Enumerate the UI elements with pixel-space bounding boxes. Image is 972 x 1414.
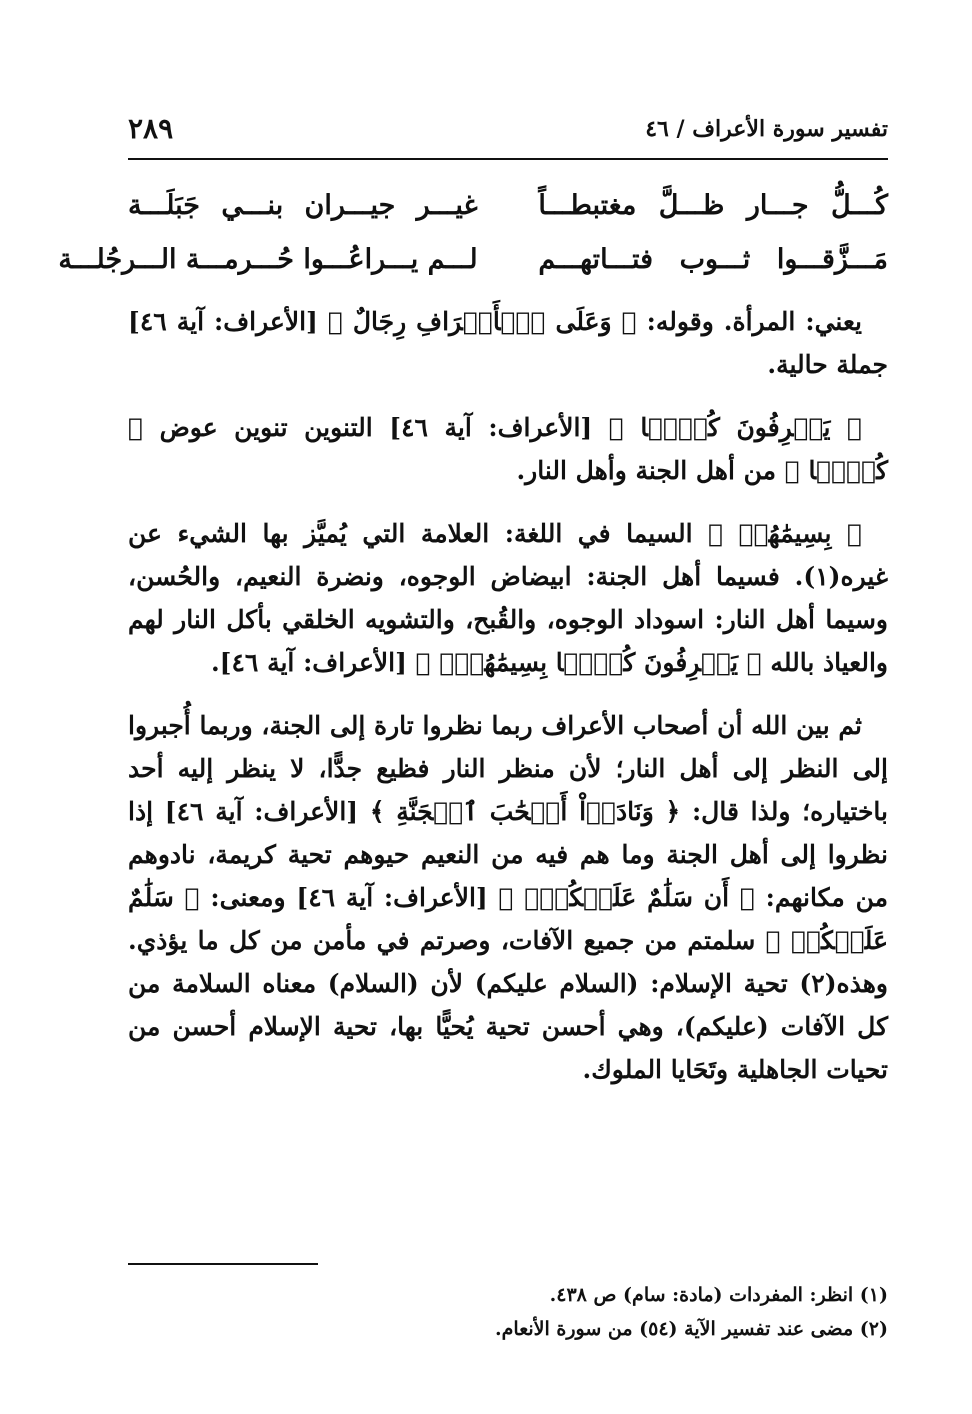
verse-line <box>58 232 888 286</box>
verse-second-hemistich: لـــم يـــراعُـــوا حُـــرمـــة الـــرجُلـــة <box>58 243 478 275</box>
footnotes <box>128 1278 888 1346</box>
paragraph: يعني: المرأة. وقوله: ﴿ وَعَلَى ٱلۡأَعۡرَافِ رِجَالٌ ﴾ [الأعراف: آية ٤٦] جملة حالية. <box>128 307 888 379</box>
paragraph: ﴿ يَعۡرِفُونَ كُلَّۢا ﴾ [الأعراف: آية ٤٦] التنوين تنوين عوض ﴿ كُلَّۢا ﴾ من أهل الجنة وأهل النار. <box>128 413 888 485</box>
running-title: تفسير سورة الأعراف / ٤٦ <box>645 116 888 142</box>
book-page <box>58 0 889 1414</box>
page-number: ٢٨٩ <box>128 112 174 145</box>
header-divider <box>128 158 888 160</box>
verse-first-hemistich: كُـــلُّ جـــار ظـــلَّ مغتبطـــاً <box>538 189 888 221</box>
verse-line <box>128 178 888 232</box>
footnote-item: (٢) مضى عند تفسير الآية (٥٤) من سورة الأنعام. <box>495 1318 888 1340</box>
paragraph: ﴿ بِسِيمَٰهُمۡ ﴾ السيما في اللغة: العلامة التي يُميَّز بها الشيء عن غيره(١). فسيما أهل الجنة: ابيضاض الوجوه، ونضرة النعيم، والحُسن، وسيما أهل النار: اسوداد الوجوه، والقُبح، والتشويه الخلقي بأكل النار لهم والعياذ بالله ﴿ يَعۡرِفُونَ كُلَّۢا بِسِيمَٰهُمۡۚ ﴾ [الأعراف: آية ٤٦]. <box>128 519 888 677</box>
footnote-divider <box>128 1263 318 1265</box>
page-header <box>128 112 888 156</box>
paragraph: ثم بين الله أن أصحاب الأعراف ربما نظروا تارة إلى الجنة، وربما أُجبروا إلى النظر إلى أهل النار؛ لأن منظر النار فظيع جدًّا، لا ينظر إليه أحد باختياره؛ ولذا قال: ﴿ وَنَادَوۡاْ أَصۡحَٰبَ ٱلۡجَنَّةِ ﴾ [الأعراف: آية ٤٦] إذا نظروا إلى أهل الجنة وما هم فيه من النعيم حيوهم تحية كريمة، نادوهم من مكانهم: ﴿ أَن سَلَٰمٌ عَلَيۡكُمۡۚ ﴾ [الأعراف: آية ٤٦] ومعنى: ﴿ سَلَٰمٌ عَلَيۡكُمۡ ﴾ سلمتم من جميع الآفات، وصرتم في مأمن من كل ما يؤذي. وهذه(٢) تحية الإسلام: (السلام عليكم) لأن (السلام) معناه السلامة من كل الآفات (عليكم)، وهي أحسن تحية يُحيًّا بها، تحية الإسلام أحسن من تحيات الجاهلية وتَحَايا الملوك. <box>128 711 889 1084</box>
poetry-verses <box>58 178 888 286</box>
verse-second-hemistich: غيـــر جيـــران بنـــي جَبَلَـــة <box>128 189 478 221</box>
verse-first-hemistich: مَـــزَّقـــوا ثـــوب فتـــاتهـــم <box>538 243 888 275</box>
footnote-item: (١) انظر: المفردات (مادة: سام) ص ٤٣٨. <box>549 1284 888 1306</box>
body-text <box>128 300 888 1111</box>
